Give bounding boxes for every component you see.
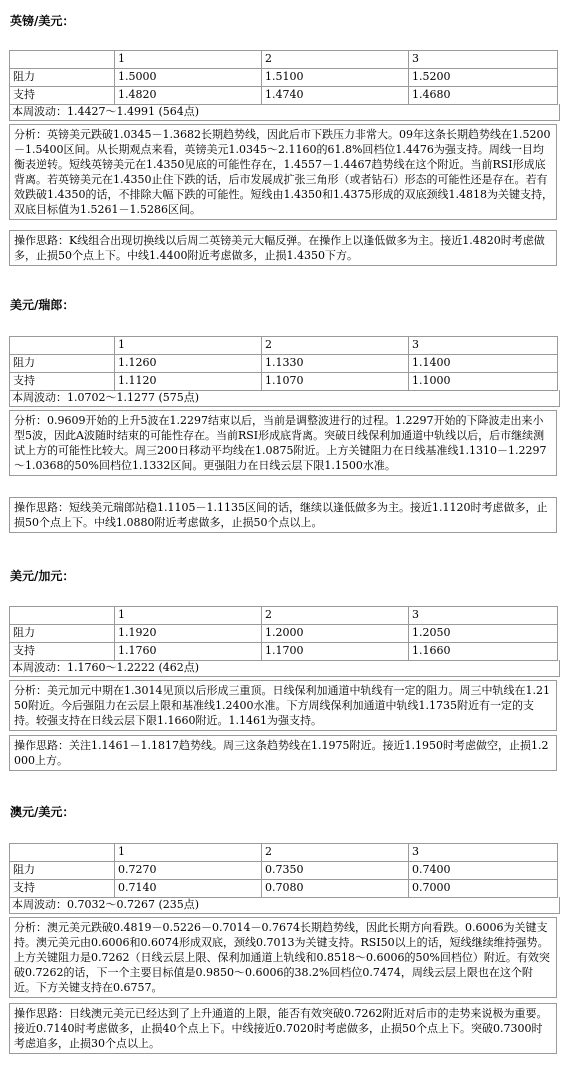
table-cell: 1.5200 bbox=[409, 69, 558, 87]
strategy-text: 操作思路：短线美元瑞郎站稳1.1105－1.1135区间的话，继续以逢低做多为主。接近1.1120时考虑做多，止损50个点上下。中线1.0880附近考虑做多，止损50个点以上。 bbox=[9, 497, 557, 533]
row-label: 阻力 bbox=[10, 69, 115, 87]
table-row bbox=[10, 69, 558, 87]
quote-table-usdcad bbox=[9, 606, 558, 661]
row-label: 支持 bbox=[10, 373, 115, 391]
header-cell bbox=[10, 844, 115, 862]
row-label: 支持 bbox=[10, 87, 115, 105]
table-cell: 0.7000 bbox=[409, 880, 558, 898]
strategy-text: 操作思路：日线澳元美元已经达到了上升通道的上限，能否有效突破0.7262附近对后市的走势来说极为重要。接近0.7140时考虑做多，止损40个点上下。中线接近0.7020时考虑做多，止损50个点上下。突破0.7300时考虑追多，止损30个点以上。 bbox=[9, 1003, 557, 1054]
analysis-text: 分析：美元加元中期在1.3014见顶以后形成三重顶。日线保利加通道中轨线有一定的阻力。周三中轨线在1.2150附近。今后强阻力在云层上限和基准线1.2400水准。下方周线保利加通道中轨线1.1735附近有一定的支持。较强支持在日线云层下限1.1660附近。1.1461为强支持。 bbox=[9, 680, 557, 731]
header-cell: 3 bbox=[409, 51, 558, 69]
table-cell: 1.1700 bbox=[262, 643, 409, 661]
header-cell: 3 bbox=[409, 337, 558, 355]
weekly-range: 本周波动：0.7032～0.7267 (235点) bbox=[9, 897, 560, 914]
header-cell: 3 bbox=[409, 844, 558, 862]
analysis-text: 分析：英镑美元跌破1.0345－1.3682长期趋势线，因此后市下跌压力非常大。09年这条长期趋势线在1.5200－1.5400区间。从长期观点来看，英镑美元1.0345～2.1160的61.8%回档位1.4476为强支持。周线一目均衡表逆转。短线英镑美元在1.4350见底的可能性存在，1.4557－1.4467趋势线在这个附近。当前RSI形成底背离。若英镑美元在1.4350止住下跌的话，后市发展成扩张三角形（或者钻石）形态的可能性还是存在。若有效跌破1.4350的话，不排除大幅下跌的可能性。短线由1.4350和1.4375形成的双底颈线1.4818为关键支持，双底目标值为1.5261－1.5286区间。 bbox=[9, 124, 557, 220]
table-cell: 1.1760 bbox=[115, 643, 262, 661]
table-header-row bbox=[10, 607, 558, 625]
table-cell: 1.1330 bbox=[262, 355, 409, 373]
strategy-text: 操作思路：K线组合出现切换线以后周二英镑美元大幅反弹。在操作上以逢低做多为主。接近1.4820时考虑做多，止损50个点上下。中线1.4400附近考虑做多，止损1.4350下方。 bbox=[9, 230, 557, 266]
header-cell bbox=[10, 51, 115, 69]
table-cell: 1.1920 bbox=[115, 625, 262, 643]
row-label: 阻力 bbox=[10, 862, 115, 880]
table-cell: 1.5100 bbox=[262, 69, 409, 87]
table-cell: 1.1070 bbox=[262, 373, 409, 391]
section-title-usdchf: 美元/瑞郎： bbox=[10, 298, 75, 312]
table-row bbox=[10, 643, 558, 661]
row-label: 阻力 bbox=[10, 355, 115, 373]
weekly-range: 本周波动：1.4427～1.4991 (564点) bbox=[9, 104, 560, 121]
analysis-text: 分析：0.9609开始的上升5波在1.2297结束以后，当前是调整波进行的过程。1.2297开始的下降波走出来小型5波，因此A波随时结束的可能性存在。当前RSI形成底背离。突破日线保利加通道中轨线以后，后市继续测试上方的可能性比较大。周三200日移动平均线在1.0875附近。上方关键阻力在日线基准线1.1310－1.2297～1.0368的50%回档位1.1332区间。更强阻力在日线云层下限1.1500水准。 bbox=[9, 410, 557, 476]
row-label: 支持 bbox=[10, 643, 115, 661]
row-label: 阻力 bbox=[10, 625, 115, 643]
header-cell: 1 bbox=[115, 51, 262, 69]
section-title-gbpusd: 英镑/美元： bbox=[10, 14, 75, 28]
header-cell: 2 bbox=[262, 607, 409, 625]
strategy-text: 操作思路：关注1.1461－1.1817趋势线。周三这条趋势线在1.1975附近。接近1.1950时考虑做空，止损1.2000上方。 bbox=[9, 735, 557, 771]
table-cell: 0.7400 bbox=[409, 862, 558, 880]
section-title-usdcad: 美元/加元： bbox=[10, 569, 75, 583]
table-cell: 1.2050 bbox=[409, 625, 558, 643]
header-cell: 1 bbox=[115, 337, 262, 355]
header-cell: 2 bbox=[262, 844, 409, 862]
weekly-range: 本周波动：1.1760～1.2222 (462点) bbox=[9, 660, 560, 677]
table-cell: 1.2000 bbox=[262, 625, 409, 643]
table-cell: 1.1260 bbox=[115, 355, 262, 373]
table-header-row bbox=[10, 337, 558, 355]
table-row bbox=[10, 355, 558, 373]
header-cell: 1 bbox=[115, 607, 262, 625]
table-cell: 1.1400 bbox=[409, 355, 558, 373]
section-title-audusd: 澳元/美元： bbox=[10, 805, 75, 819]
table-row bbox=[10, 880, 558, 898]
header-cell: 3 bbox=[409, 607, 558, 625]
table-row bbox=[10, 862, 558, 880]
header-cell: 2 bbox=[262, 51, 409, 69]
table-cell: 0.7350 bbox=[262, 862, 409, 880]
table-row bbox=[10, 625, 558, 643]
table-cell: 1.4740 bbox=[262, 87, 409, 105]
table-cell: 0.7270 bbox=[115, 862, 262, 880]
quote-table-gbpusd bbox=[9, 50, 558, 105]
table-cell: 1.1660 bbox=[409, 643, 558, 661]
table-cell: 1.1120 bbox=[115, 373, 262, 391]
header-cell bbox=[10, 337, 115, 355]
table-cell: 0.7140 bbox=[115, 880, 262, 898]
header-cell bbox=[10, 607, 115, 625]
table-row bbox=[10, 87, 558, 105]
table-cell: 1.4820 bbox=[115, 87, 262, 105]
table-cell: 0.7080 bbox=[262, 880, 409, 898]
analysis-text: 分析：澳元美元跌破0.4819－0.5226－0.7014－0.7674长期趋势线，因此长期方向看跌。0.6006为关键支持。澳元美元由0.6006和0.6074形成双底，颈线0.7013为关键支持。RSI50以上的话，短线继续维持强势。上方关键阻力是0.7262（日线云层上限、保利加通道上轨线和0.8518～0.6006的50%回档位）附近。有效突破0.7262的话，下一个主要目标值是0.9850～0.6006的38.2%回档位0.7474，周线云层上限也在这个附近。下方关键支持在0.6757。 bbox=[9, 917, 557, 998]
table-cell: 1.4680 bbox=[409, 87, 558, 105]
quote-table-usdchf bbox=[9, 336, 558, 391]
header-cell: 2 bbox=[262, 337, 409, 355]
quote-table-audusd bbox=[9, 843, 558, 898]
table-cell: 1.1000 bbox=[409, 373, 558, 391]
weekly-range: 本周波动：1.0702～1.1277 (575点) bbox=[9, 390, 560, 407]
table-header-row bbox=[10, 844, 558, 862]
table-header-row bbox=[10, 51, 558, 69]
table-cell: 1.5000 bbox=[115, 69, 262, 87]
row-label: 支持 bbox=[10, 880, 115, 898]
table-row bbox=[10, 373, 558, 391]
header-cell: 1 bbox=[115, 844, 262, 862]
